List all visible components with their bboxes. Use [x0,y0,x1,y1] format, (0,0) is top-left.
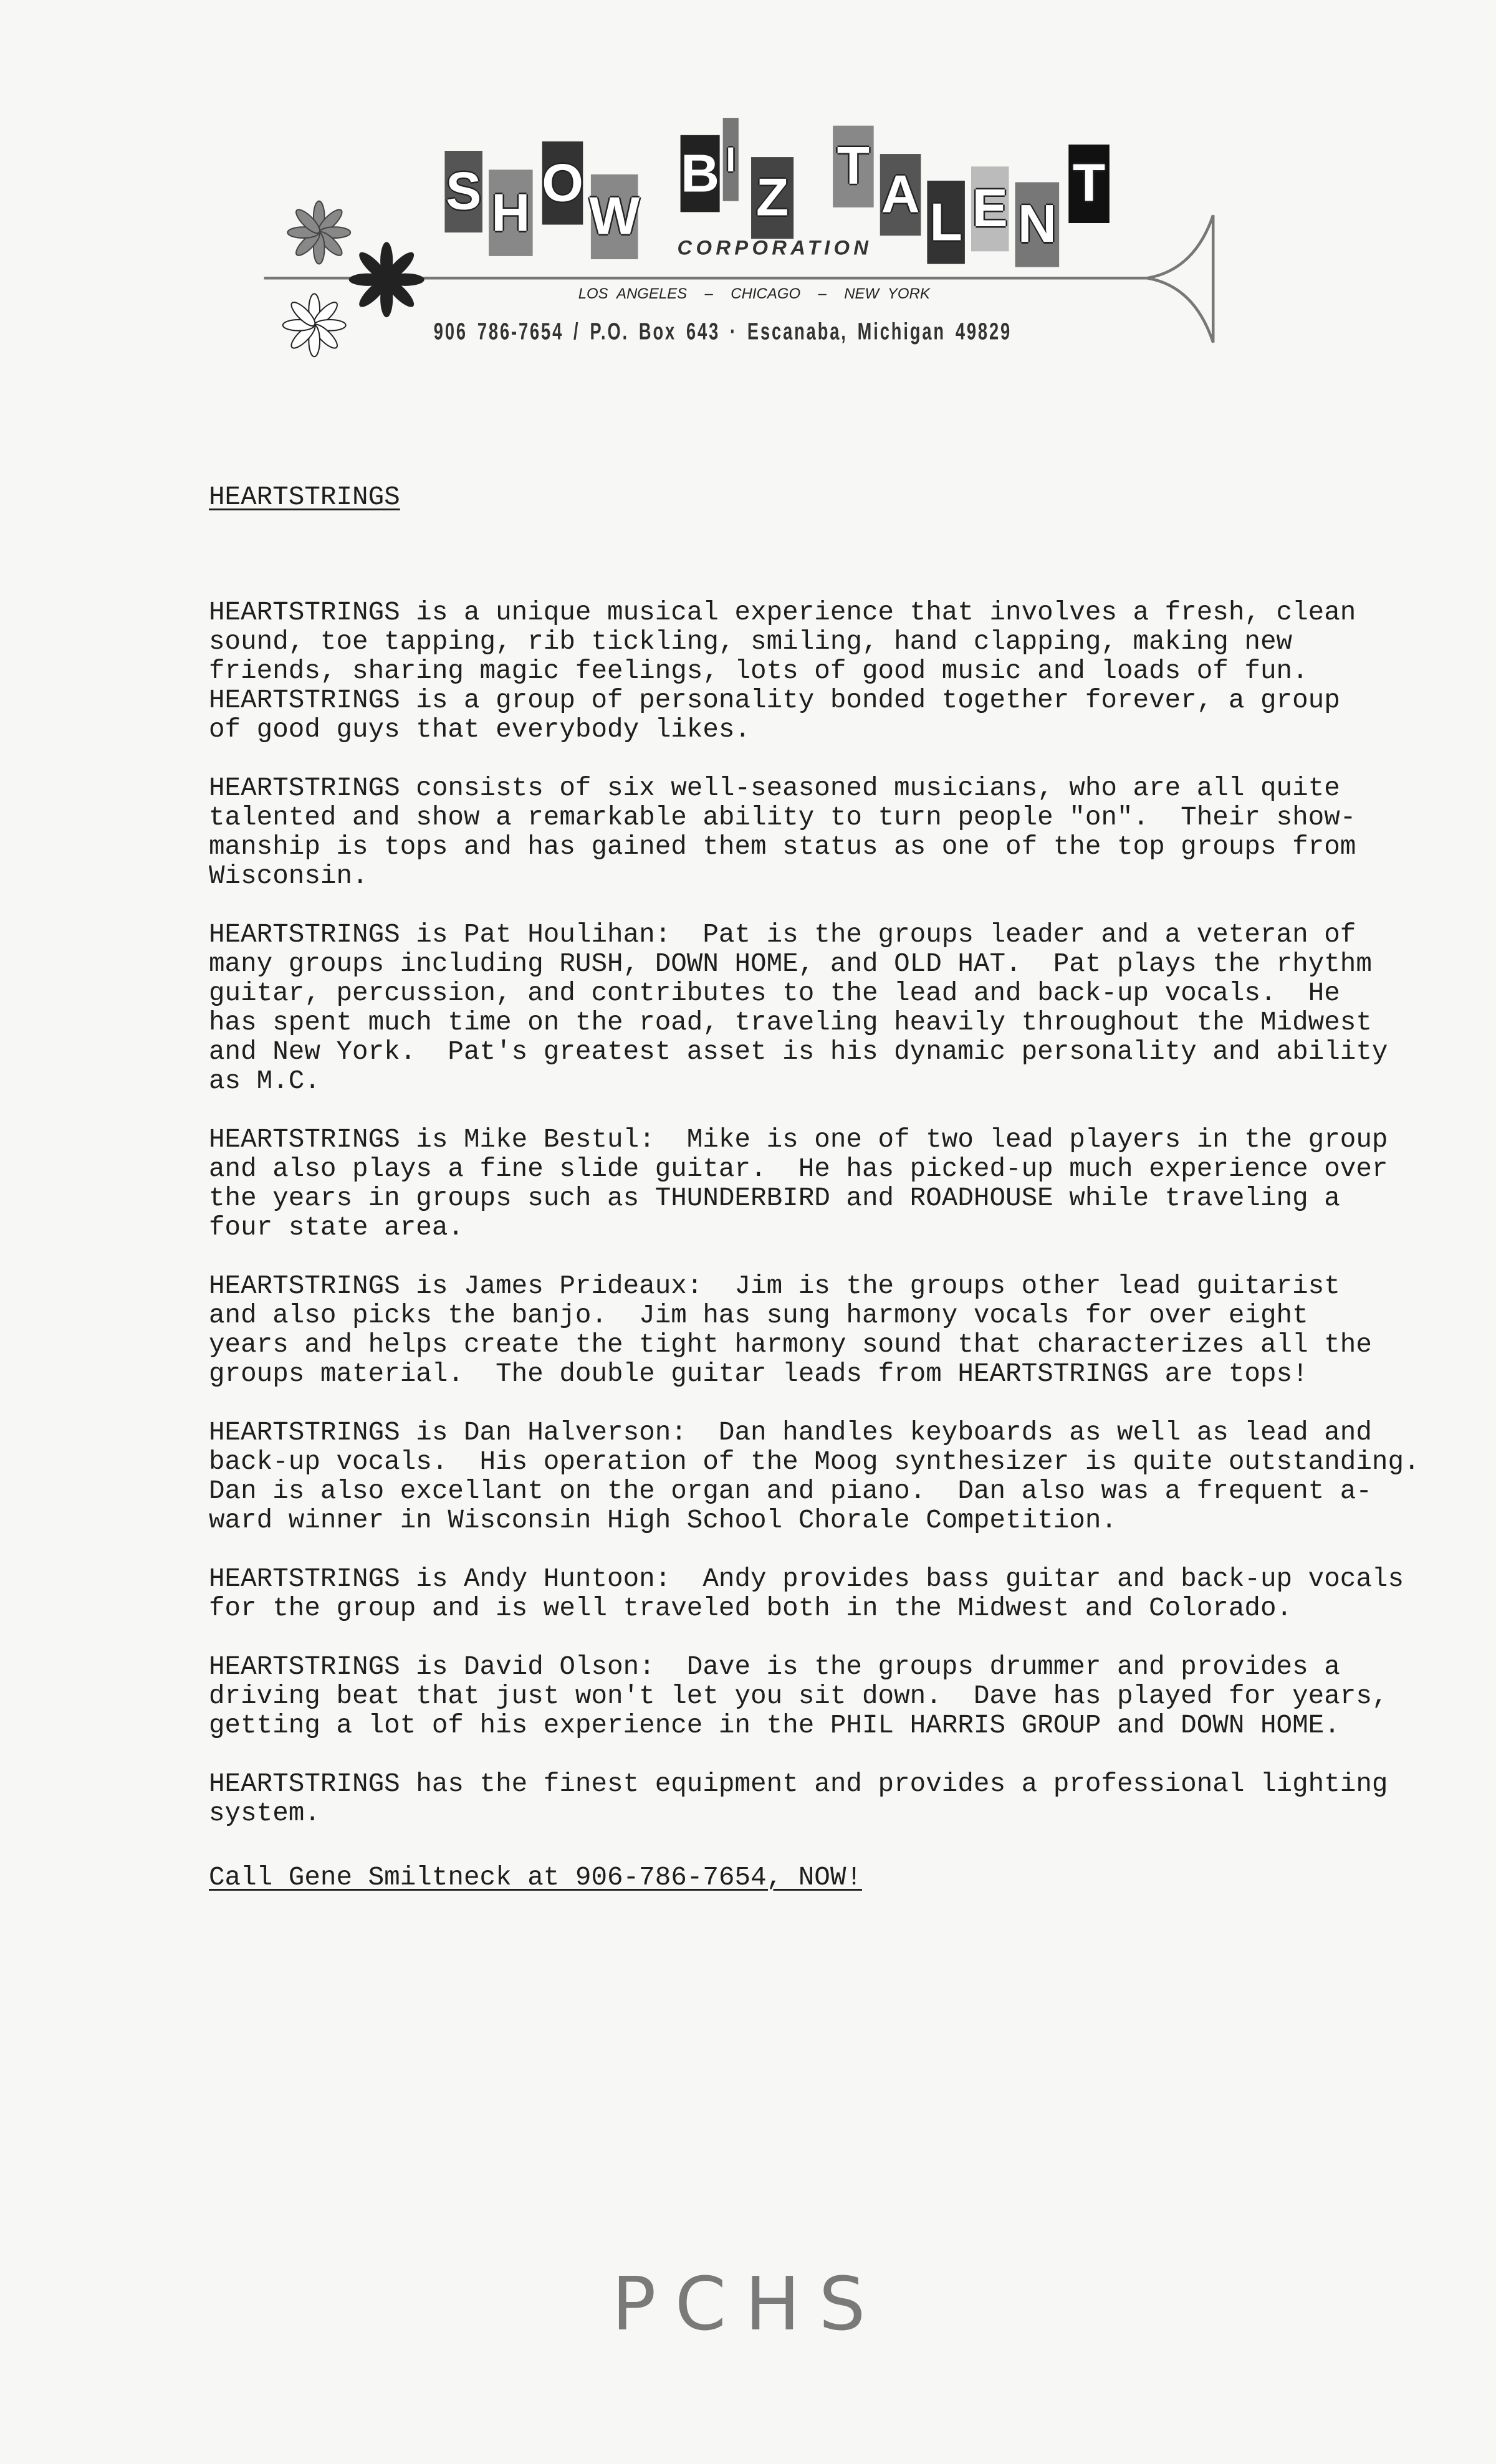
logo-letter-tile: O [542,141,583,225]
text-line: manship is tops and has gained them status as one of the top groups from [209,832,1356,862]
watermark: PCHS [611,2261,885,2347]
text-line: HEARTSTRINGS is Dan Halverson: Dan handles keyboards as well as lead and [209,1418,1372,1448]
text-line: talented and show a remarkable ability to turn people "on". Their show- [209,803,1356,833]
text-line: as M.C. [209,1066,320,1096]
paragraph [209,774,1420,891]
text-line: and also plays a fine slide guitar. He has picked-up much experience over [209,1154,1388,1184]
contact-address: 906 786-7654 / P.O. Box 643 · Escanaba, Michigan 49829 [433,318,1012,346]
paragraph [209,1418,1420,1535]
text-line: of good guys that everybody likes. [209,715,751,745]
text-line: HEARTSTRINGS is a unique musical experience that involves a fresh, clean [209,598,1356,628]
logo-letter-tile: I [723,118,739,201]
text-line: sound, toe tapping, rib tickling, smiling, hand clapping, making new [209,627,1293,657]
text-line: four state area. [209,1213,464,1243]
logo-letter-tile: B [681,135,720,212]
text-line: Wisconsin. [209,861,368,891]
text-line: HEARTSTRINGS is Andy Huntoon: Andy provides bass guitar and back-up vocals [209,1564,1404,1594]
text-line: many groups including RUSH, DOWN HOME, and OLD HAT. Pat plays the rhythm [209,949,1372,979]
text-line: HEARTSTRINGS has the finest equipment and provides a professional lighting [209,1769,1388,1799]
logo-letter-tile: T [1068,145,1110,223]
text-line: back-up vocals. His operation of the Moog synthesizer is quite outstanding. [209,1447,1420,1477]
call-to-action: Call Gene Smiltneck at 906-786-7654, NOW! [209,1863,862,1893]
text-line: years and helps create the tight harmony sound that characterizes all the [209,1330,1372,1360]
logo-letter-tile: N [1015,182,1060,267]
paragraph [209,1565,1420,1623]
logo-letter-tile: S [444,151,482,232]
letterhead-logo [0,0,1496,377]
text-line: system. [209,1798,320,1828]
text-line: HEARTSTRINGS is Mike Bestul: Mike is one of two lead players in the group [209,1125,1388,1155]
flower-icon [287,201,350,264]
text-line: for the group and is well traveled both in the Midwest and Colorado. [209,1593,1293,1623]
logo-letter-tile: E [971,166,1009,251]
flower-icon [283,294,346,356]
text-line: HEARTSTRINGS is David Olson: Dave is the groups drummer and provides a [209,1652,1340,1682]
text-line: friends, sharing magic feelings, lots of good music and loads of fun. [209,656,1308,686]
text-line: Dan is also excellant on the organ and piano. Dan also was a frequent a- [209,1476,1372,1506]
paragraph [209,1272,1420,1389]
text-line: guitar, percussion, and contributes to the lead and back-up vocals. He [209,978,1340,1008]
paragraph [209,1770,1420,1828]
document-title: HEARTSTRINGS [209,482,400,512]
paragraph [209,920,1420,1096]
paragraph [209,1653,1420,1741]
text-line: ward winner in Wisconsin High School Chorale Competition. [209,1506,1117,1535]
corporation-label: CORPORATION [677,236,873,259]
logo-letter-tile: L [927,181,965,264]
text-line: groups material. The double guitar leads from HEARTSTRINGS are tops! [209,1359,1308,1389]
paragraph [209,1125,1420,1243]
text-line: has spent much time on the road, traveling heavily throughout the Midwest [209,1008,1372,1038]
text-line: HEARTSTRINGS consists of six well-seasoned musicians, who are all quite [209,773,1340,803]
logo-letter-tile: A [880,154,921,236]
text-line: getting a lot of his experience in the PHIL HARRIS GROUP and DOWN HOME. [209,1711,1340,1741]
text-line: driving beat that just won't let you sit down. Dave has played for years, [209,1681,1388,1711]
text-line: HEARTSTRINGS is Pat Houlihan: Pat is the groups leader and a veteran of [209,920,1356,950]
text-line: and also picks the banjo. Jim has sung harmony vocals for over eight [209,1301,1308,1330]
office-cities: LOS ANGELES – CHICAGO – NEW YORK [578,285,930,303]
text-line: HEARTSTRINGS is a group of personality bonded together forever, a group [209,685,1340,715]
flower-icon [349,242,424,317]
text-line: HEARTSTRINGS is James Prideaux: Jim is the groups other lead guitarist [209,1271,1340,1301]
logo-letter-tile: W [591,174,638,259]
logo-letter-tile: T [833,126,874,208]
text-line: and New York. Pat's greatest asset is his dynamic personality and ability [209,1037,1388,1067]
text-line: the years in groups such as THUNDERBIRD and ROADHOUSE while traveling a [209,1183,1340,1213]
paragraph [209,598,1420,745]
logo-letter-tile: H [489,170,533,256]
paragraphs [209,598,1420,1858]
logo-letter-tile: Z [751,157,794,239]
